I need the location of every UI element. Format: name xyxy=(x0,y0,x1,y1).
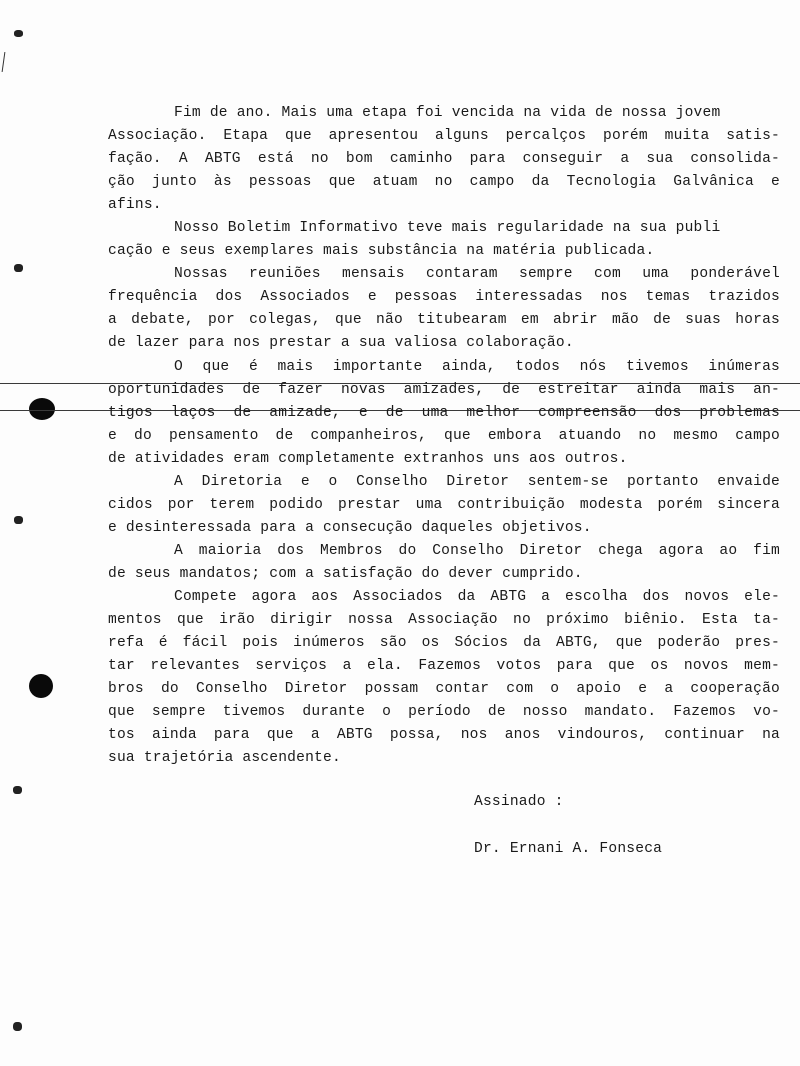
text-line: Nosso Boletim Informativo teve mais regularidade na sua publi xyxy=(174,220,721,237)
signature-block xyxy=(474,794,662,857)
text-line: sua trajetória ascendente. xyxy=(108,750,341,767)
text-line: Compete agora aos Associados da ABTG a escolha dos novos ele- xyxy=(174,588,780,605)
scan-speck xyxy=(14,30,23,37)
text-line: e desinteressada para a consecução daqueles objetivos. xyxy=(108,519,592,536)
punch-hole xyxy=(29,398,55,420)
text-line: Nossas reuniões mensais contaram sempre com uma ponderável xyxy=(174,266,780,283)
text-line: oportunidades de fazer novas amizades, de estreitar ainda mais an- xyxy=(108,381,780,398)
text-line: cação e seus exemplares mais substância na matéria publicada. xyxy=(108,243,655,260)
signature-label: Assinado : xyxy=(474,794,564,810)
text-line: mentos que irão dirigir nossa Associação no próximo biênio. Esta ta- xyxy=(108,612,780,629)
text-line: de seus mandatos; com a satisfação do dever cumprido. xyxy=(108,565,583,582)
text-line: cidos por terem podido prestar uma contribuição modesta porém sincera xyxy=(108,496,780,513)
text-line: bros do Conselho Diretor possam contar com o apoio e a cooperação xyxy=(108,681,780,698)
punch-hole xyxy=(29,674,53,698)
text-line: afins. xyxy=(108,197,162,214)
letter-body xyxy=(108,102,780,770)
text-line: refa é fácil pois inúmeros são os Sócios da ABTG, que poderão pres- xyxy=(108,635,780,652)
text-line: que sempre tivemos durante o período de nosso mandato. Fazemos vo- xyxy=(108,704,780,721)
scan-speck xyxy=(13,786,22,794)
scan-speck xyxy=(13,1022,22,1031)
text-line: e do pensamento de companheiros, que embora atuando no mesmo campo xyxy=(108,427,780,444)
scan-edge-mark xyxy=(2,52,6,72)
text-line: A maioria dos Membros do Conselho Diretor chega agora ao fim xyxy=(174,542,780,559)
text-line: A Diretoria e o Conselho Diretor sentem-se portanto envaide xyxy=(174,473,780,490)
text-line: ção junto às pessoas que atuam no campo da Tecnologia Galvânica e xyxy=(108,174,780,191)
text-line: tar relevantes serviços a ela. Fazemos votos para que os novos mem- xyxy=(108,658,780,675)
text-line: tos ainda para que a ABTG possa, nos anos vindouros, continuar na xyxy=(108,727,780,744)
text-line: de atividades eram completamente extranhos uns aos outros. xyxy=(108,450,628,467)
text-line: fação. A ABTG está no bom caminho para conseguir a sua consolida- xyxy=(108,151,780,168)
text-line: Fim de ano. Mais uma etapa foi vencida na vida de nossa jovem xyxy=(174,105,721,121)
text-line: de lazer para nos prestar a sua valiosa colaboração. xyxy=(108,335,574,352)
text-line: a debate, por colegas, que não titubearam em abrir mão de suas horas xyxy=(108,312,780,329)
scan-speck xyxy=(14,516,23,524)
text-line: tigos laços de amizade, e de uma melhor compreensão dos problemas xyxy=(108,404,780,421)
text-line: Associação. Etapa que apresentou alguns percalços porém muita satis- xyxy=(108,128,780,145)
scan-speck xyxy=(14,264,23,272)
text-line: O que é mais importante ainda, todos nós tivemos inúmeras xyxy=(174,358,780,375)
text-line: frequência dos Associados e pessoas interessadas nos temas trazidos xyxy=(108,289,780,306)
signatory-name: Dr. Ernani A. Fonseca xyxy=(474,841,663,857)
